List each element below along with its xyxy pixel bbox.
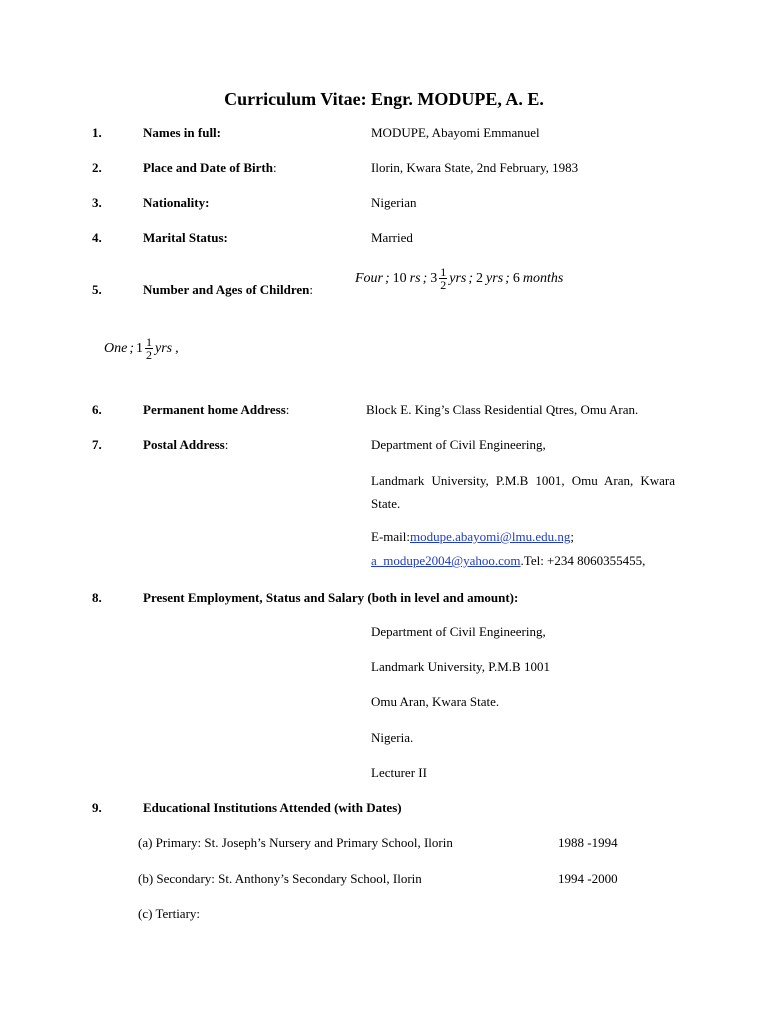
formula-unit: yrs — [486, 270, 504, 286]
label-colon: : — [272, 160, 277, 175]
item-number: 8. — [92, 590, 102, 605]
item-value-birth: Ilorin, Kwara State, 2nd February, 1983 — [371, 160, 579, 175]
telephone: .Tel: +234 8060355455, — [520, 553, 646, 568]
label-colon: : — [309, 282, 314, 297]
item-label-children — [143, 282, 313, 298]
employment-line: Landmark University, P.M.B 1001 — [371, 659, 550, 674]
item-label-nationality — [143, 195, 209, 211]
item-number: 9. — [92, 800, 102, 815]
item-value-marital: Married — [371, 230, 413, 245]
item-label-employment — [143, 590, 518, 606]
item-number: 1. — [92, 125, 102, 140]
label-colon: : — [224, 437, 229, 452]
email-separator: ; — [570, 529, 574, 544]
item-label-education — [143, 800, 402, 816]
label-text: Present Employment, Status and Salary (both in level and amount): — [143, 590, 519, 605]
item-label-names — [143, 125, 221, 141]
formula-sep: ; — [385, 270, 390, 286]
email-link-yahoo[interactable]: a_modupe2004@yahoo.com — [371, 553, 521, 568]
item-label-address — [143, 402, 289, 418]
formula-number: 1 — [136, 340, 143, 356]
formula-sep: ; — [468, 270, 474, 286]
formula-number: 10 — [392, 270, 407, 286]
education-primary-dates: 1988 -1994 — [558, 835, 618, 850]
label-text: Place and Date of Birth — [143, 160, 273, 175]
education-secondary: (b) Secondary: St. Anthony’s Secondary School, Ilorin — [138, 871, 422, 886]
formula-number: 2 — [476, 270, 484, 286]
label-text: Number and Ages of Children — [143, 282, 310, 297]
employment-line: Department of Civil Engineering, — [371, 624, 546, 639]
employment-line: Omu Aran, Kwara State. — [371, 694, 500, 709]
formula-tail: , — [175, 340, 179, 356]
item-label-marital — [143, 230, 228, 246]
label-text: Names in full: — [143, 125, 221, 140]
label-colon: : — [285, 402, 290, 417]
label-text: Permanent home Address — [143, 402, 286, 417]
children-formula-line1 — [355, 266, 563, 291]
formula-unit: months — [522, 270, 564, 286]
item-number: 4. — [92, 230, 102, 245]
education-primary: (a) Primary: St. Joseph’s Nursery and Primary School, Ilorin — [138, 835, 453, 850]
postal-email-line — [371, 529, 574, 545]
formula-sep: ; — [505, 270, 510, 286]
label-text: Educational Institutions Attended (with Dates) — [143, 800, 402, 815]
email-prefix: E-mail: — [371, 529, 410, 544]
fraction-denominator: 2 — [146, 348, 152, 362]
postal-email-tel-line — [371, 553, 645, 569]
postal-line-1: Department of Civil Engineering, — [371, 437, 546, 452]
formula-sep: ; — [422, 270, 428, 286]
formula-unit: rs — [409, 270, 421, 286]
item-value-address: Block E. King’s Class Residential Qtres, Omu Aran. — [366, 402, 639, 417]
fraction — [439, 266, 447, 291]
formula-number: 6 — [512, 270, 520, 286]
item-value-nationality: Nigerian — [371, 195, 417, 210]
employment-status: Lecturer II — [371, 765, 427, 780]
employment-line: Nigeria. — [371, 730, 414, 745]
item-number: 2. — [92, 160, 102, 175]
page-title: Curriculum Vitae: Engr. MODUPE, A. E. — [224, 89, 544, 109]
item-number: 7. — [92, 437, 102, 452]
fraction-numerator: 1 — [146, 335, 152, 349]
children-formula-line2 — [104, 336, 179, 361]
label-text: Nationality: — [143, 195, 210, 210]
label-text: Postal Address — [143, 437, 225, 452]
fraction — [145, 336, 153, 361]
formula-unit: yrs — [449, 270, 467, 286]
email-link-lmu[interactable]: modupe.abayomi@lmu.edu.ng — [410, 529, 571, 544]
education-secondary-dates: 1994 -2000 — [558, 871, 618, 886]
children-count: One — [104, 340, 128, 356]
fraction-denominator: 2 — [440, 278, 447, 292]
item-number: 3. — [92, 195, 102, 210]
item-number: 6. — [92, 402, 102, 417]
item-number: 5. — [92, 282, 102, 297]
item-label-birth — [143, 160, 277, 176]
children-count: Four — [355, 270, 383, 286]
label-text: Marital Status: — [143, 230, 228, 245]
education-tertiary: (c) Tertiary: — [138, 906, 201, 921]
item-value-names: MODUPE, Abayomi Emmanuel — [371, 125, 540, 140]
formula-number: 3 — [430, 270, 438, 286]
fraction-numerator: 1 — [440, 265, 447, 279]
postal-line-2: Landmark University, P.M.B 1001, Omu Aran, Kwara State. — [371, 473, 675, 511]
formula-unit: yrs — [155, 340, 173, 356]
formula-sep: ; — [129, 340, 134, 356]
item-label-postal — [143, 437, 228, 453]
